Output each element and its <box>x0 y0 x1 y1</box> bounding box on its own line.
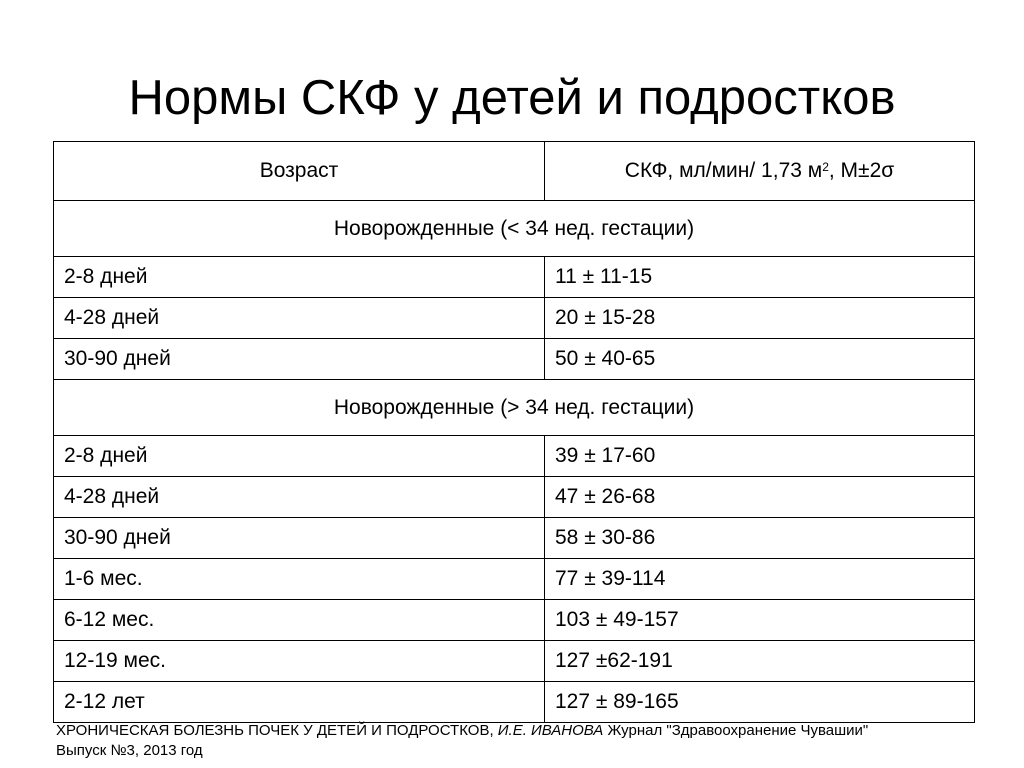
group-label-preterm: Новорожденные (< 34 нед. гестации) <box>54 201 975 257</box>
citation-issue: Выпуск №3, 2013 год <box>56 742 203 759</box>
column-header-gfr <box>545 142 975 201</box>
age-cell: 6-12 мес. <box>54 600 545 641</box>
citation-line-1 <box>56 721 996 741</box>
age-cell: 30-90 дней <box>54 518 545 559</box>
citation-journal: Журнал "Здравоохранение Чувашии" <box>603 722 869 739</box>
gfr-cell: 58 ± 30-86 <box>545 518 975 559</box>
group-row-preterm <box>54 201 975 257</box>
table-row <box>54 641 975 682</box>
age-cell: 2-8 дней <box>54 436 545 477</box>
table-row <box>54 682 975 723</box>
table-row <box>54 339 975 380</box>
gfr-header-text: СКФ, мл/мин/ 1,73 м <box>624 159 823 182</box>
gfr-cell: 11 ± 11-15 <box>545 257 975 298</box>
table-row <box>54 257 975 298</box>
table-row <box>54 298 975 339</box>
source-citation <box>56 721 996 761</box>
gfr-norms-table <box>53 141 975 723</box>
table-row <box>54 518 975 559</box>
table-row <box>54 559 975 600</box>
age-cell: 4-28 дней <box>54 477 545 518</box>
age-cell: 30-90 дней <box>54 339 545 380</box>
citation-article: ХРОНИЧЕСКАЯ БОЛЕЗНЬ ПОЧЕК У ДЕТЕЙ И ПОДРОСТКОВ, <box>56 722 498 739</box>
age-cell: 12-19 мес. <box>54 641 545 682</box>
age-cell: 1-6 мес. <box>54 559 545 600</box>
table-row <box>54 436 975 477</box>
age-cell: 2-12 лет <box>54 682 545 723</box>
group-row-term <box>54 380 975 436</box>
age-cell: 2-8 дней <box>54 257 545 298</box>
gfr-header-tail: , М±2σ <box>828 159 895 182</box>
gfr-cell: 77 ± 39-114 <box>545 559 975 600</box>
citation-author: И.Е. ИВАНОВА <box>497 722 604 739</box>
group-label-term: Новорожденные (> 34 нед. гестации) <box>54 380 975 436</box>
column-header-age: Возраст <box>54 142 545 201</box>
table-header-row <box>54 142 975 201</box>
gfr-cell: 47 ± 26-68 <box>545 477 975 518</box>
gfr-cell: 127 ±62-191 <box>545 641 975 682</box>
gfr-cell: 50 ± 40-65 <box>545 339 975 380</box>
gfr-cell: 20 ± 15-28 <box>545 298 975 339</box>
gfr-cell: 103 ± 49-157 <box>545 600 975 641</box>
table-row <box>54 600 975 641</box>
page-title: Нормы СКФ у детей и подростков <box>128 71 896 125</box>
gfr-cell: 39 ± 17-60 <box>545 436 975 477</box>
gfr-cell: 127 ± 89-165 <box>545 682 975 723</box>
gfr-header-superscript: 2 <box>822 160 829 174</box>
age-cell: 4-28 дней <box>54 298 545 339</box>
table-row <box>54 477 975 518</box>
